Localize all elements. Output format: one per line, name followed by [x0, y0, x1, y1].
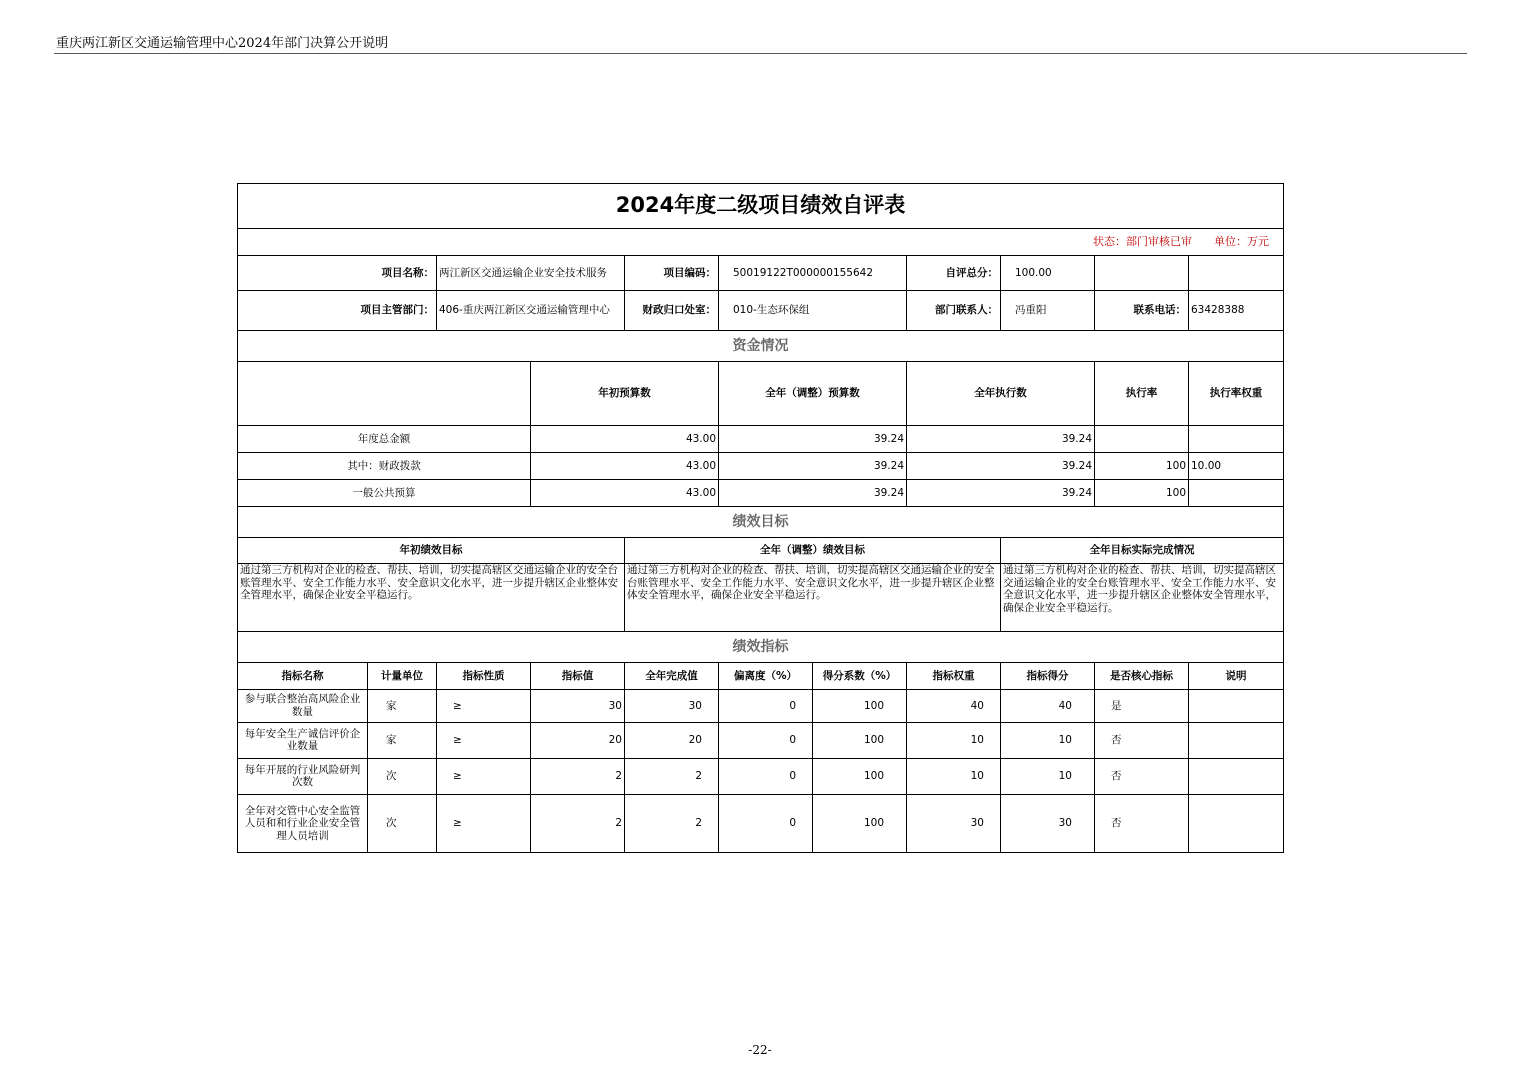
- indicator-core: 是: [1095, 689, 1189, 722]
- funds-row-name: 年度总金额: [238, 425, 531, 452]
- indicator-score: 10: [1001, 758, 1095, 794]
- finance-value: 010-生态环保组: [719, 291, 907, 331]
- ind-header-note: 说明: [1189, 662, 1284, 689]
- funds-row-weight: [1189, 479, 1284, 506]
- empty-cell: [238, 362, 531, 426]
- indicator-actual: 2: [625, 758, 719, 794]
- ind-header-target: 指标值: [531, 662, 625, 689]
- funds-row-rate: 100: [1095, 452, 1189, 479]
- goals-header-actual: 全年目标实际完成情况: [1001, 537, 1284, 563]
- indicator-weight: 10: [907, 722, 1001, 758]
- indicator-core: 否: [1095, 758, 1189, 794]
- header-divider: [54, 53, 1467, 54]
- ind-header-name: 指标名称: [238, 662, 368, 689]
- dept-value: 406-重庆两江新区交通运输管理中心: [437, 291, 625, 331]
- project-name-value: 两江新区交通运输企业安全技术服务: [437, 256, 625, 291]
- indicator-unit: 次: [368, 758, 437, 794]
- goal-initial-text: 通过第三方机构对企业的检查、帮扶、培训，切实提高辖区交通运输企业的安全台账管理水平、安全工作能力水平、安全意识文化水平，进一步提升辖区企业整体安全管理水平，确保企业安全平稳运行。: [238, 563, 625, 631]
- funds-row-adjusted: 39.24: [719, 479, 907, 506]
- funds-header-executed: 全年执行数: [907, 362, 1095, 426]
- funds-header-weight: 执行率权重: [1189, 362, 1284, 426]
- indicator-name: 每年开展的行业风险研判次数: [238, 758, 368, 794]
- funds-row-executed: 39.24: [907, 479, 1095, 506]
- table-title: 2024年度二级项目绩效自评表: [238, 184, 1284, 229]
- funds-row-executed: 39.24: [907, 425, 1095, 452]
- funds-row-rate: [1095, 425, 1189, 452]
- empty-cell: [1189, 256, 1284, 291]
- indicator-note: [1189, 758, 1284, 794]
- funds-row-weight: [1189, 425, 1284, 452]
- funds-row-initial: 43.00: [531, 425, 719, 452]
- ind-header-weight: 指标权重: [907, 662, 1001, 689]
- indicator-target: 30: [531, 689, 625, 722]
- indicator-score: 10: [1001, 722, 1095, 758]
- finance-label: 财政归口处室：: [625, 291, 719, 331]
- indicator-core: 否: [1095, 794, 1189, 852]
- indicator-target: 2: [531, 794, 625, 852]
- indicator-weight: 40: [907, 689, 1001, 722]
- indicator-nature: ≥: [437, 758, 531, 794]
- ind-header-coef: 得分系数（%）: [813, 662, 907, 689]
- goals-header-adjusted: 全年（调整）绩效目标: [625, 537, 1001, 563]
- indicator-coef: 100: [813, 689, 907, 722]
- indicator-score: 30: [1001, 794, 1095, 852]
- funds-row: [238, 425, 1284, 452]
- ind-header-core: 是否核心指标: [1095, 662, 1189, 689]
- project-code-label: 项目编码：: [625, 256, 719, 291]
- indicator-name: 全年对交管中心安全监管人员和和行业企业安全管理人员培训: [238, 794, 368, 852]
- indicator-unit: 家: [368, 722, 437, 758]
- funds-row: [238, 479, 1284, 506]
- contact-value: 冯重阳: [1001, 291, 1095, 331]
- indicator-core: 否: [1095, 722, 1189, 758]
- indicator-weight: 30: [907, 794, 1001, 852]
- indicator-score: 40: [1001, 689, 1095, 722]
- indicator-nature: ≥: [437, 689, 531, 722]
- empty-cell: [1095, 256, 1189, 291]
- indicator-deviation: 0: [719, 794, 813, 852]
- indicator-nature: ≥: [437, 722, 531, 758]
- indicator-target: 20: [531, 722, 625, 758]
- goals-header-initial: 年初绩效目标: [238, 537, 625, 563]
- indicator-deviation: 0: [719, 722, 813, 758]
- dept-label: 项目主管部门：: [238, 291, 437, 331]
- project-name-label: 项目名称：: [238, 256, 437, 291]
- contact-label: 部门联系人：: [907, 291, 1001, 331]
- status-text: 状态：部门审核已审: [1093, 235, 1193, 249]
- funds-header-rate: 执行率: [1095, 362, 1189, 426]
- indicator-coef: 100: [813, 794, 907, 852]
- phone-value: 63428388: [1189, 291, 1284, 331]
- indicator-actual: 20: [625, 722, 719, 758]
- indicators-section-title: 绩效指标: [238, 631, 1284, 662]
- self-score-value: 100.00: [1001, 256, 1095, 291]
- ind-header-score: 指标得分: [1001, 662, 1095, 689]
- funds-row-initial: 43.00: [531, 479, 719, 506]
- indicator-row: [238, 758, 1284, 794]
- self-score-label: 自评总分：: [907, 256, 1001, 291]
- unit-text: 单位：万元: [1214, 235, 1270, 249]
- indicator-coef: 100: [813, 722, 907, 758]
- indicator-deviation: 0: [719, 758, 813, 794]
- indicator-row: [238, 794, 1284, 852]
- indicator-nature: ≥: [437, 794, 531, 852]
- indicator-name: 参与联合整治高风险企业数量: [238, 689, 368, 722]
- indicator-row: [238, 689, 1284, 722]
- funds-section-title: 资金情况: [238, 331, 1284, 362]
- status-row: [238, 229, 1284, 256]
- ind-header-nature: 指标性质: [437, 662, 531, 689]
- funds-header-initial: 年初预算数: [531, 362, 719, 426]
- funds-row-adjusted: 39.24: [719, 452, 907, 479]
- indicator-note: [1189, 794, 1284, 852]
- funds-row-name: 其中：财政拨款: [238, 452, 531, 479]
- indicator-deviation: 0: [719, 689, 813, 722]
- indicator-weight: 10: [907, 758, 1001, 794]
- funds-header-adjusted: 全年（调整）预算数: [719, 362, 907, 426]
- funds-row-name: 一般公共预算: [238, 479, 531, 506]
- ind-header-unit: 计量单位: [368, 662, 437, 689]
- indicator-name: 每年安全生产诚信评价企业数量: [238, 722, 368, 758]
- goal-actual-text: 通过第三方机构对企业的检查、帮扶、培训，切实提高辖区交通运输企业的安全台账管理水平、安全工作能力水平、安全意识文化水平，进一步提升辖区企业整体安全管理水平，确保企业安全平稳运行。: [1001, 563, 1284, 631]
- indicator-note: [1189, 722, 1284, 758]
- indicator-unit: 家: [368, 689, 437, 722]
- funds-row-weight: 10.00: [1189, 452, 1284, 479]
- performance-evaluation-table: [237, 183, 1284, 853]
- page-number: -22-: [748, 1043, 772, 1057]
- indicator-note: [1189, 689, 1284, 722]
- indicator-actual: 2: [625, 794, 719, 852]
- goals-section-title: 绩效目标: [238, 506, 1284, 537]
- ind-header-deviation: 偏离度（%）: [719, 662, 813, 689]
- indicator-coef: 100: [813, 758, 907, 794]
- funds-row-initial: 43.00: [531, 452, 719, 479]
- indicator-target: 2: [531, 758, 625, 794]
- funds-row-rate: 100: [1095, 479, 1189, 506]
- goal-adjusted-text: 通过第三方机构对企业的检查、帮扶、培训，切实提高辖区交通运输企业的安全台账管理水平、安全工作能力水平、安全意识文化水平，进一步提升辖区企业整体安全管理水平，确保企业安全平稳运行。: [625, 563, 1001, 631]
- page-header: 重庆两江新区交通运输管理中心2024年部门决算公开说明: [56, 36, 389, 51]
- funds-row: [238, 452, 1284, 479]
- project-code-value: 50019122T000000155642: [719, 256, 907, 291]
- funds-row-adjusted: 39.24: [719, 425, 907, 452]
- ind-header-actual: 全年完成值: [625, 662, 719, 689]
- funds-row-executed: 39.24: [907, 452, 1095, 479]
- indicator-row: [238, 722, 1284, 758]
- phone-label: 联系电话：: [1095, 291, 1189, 331]
- indicator-actual: 30: [625, 689, 719, 722]
- indicator-unit: 次: [368, 794, 437, 852]
